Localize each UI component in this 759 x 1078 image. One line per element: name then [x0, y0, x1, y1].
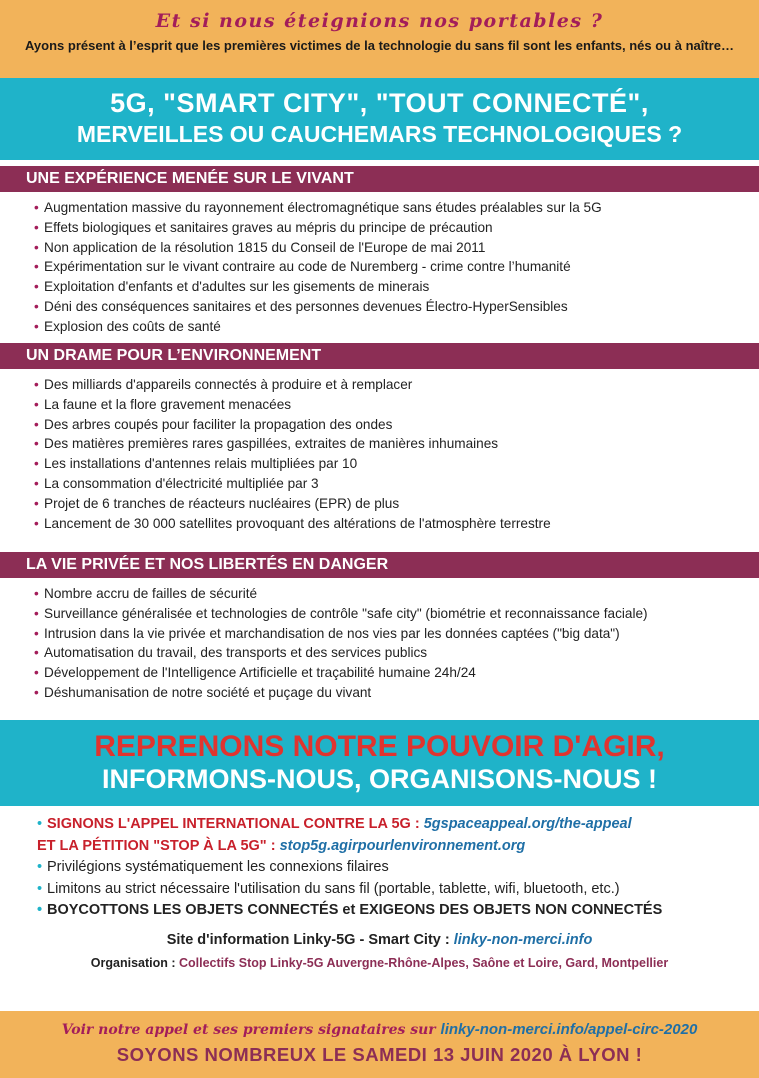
list-item: • La consommation d'électricité multipliée par 3 — [44, 474, 759, 494]
call-line-2: INFORMONS-NOUS, ORGANISONS-NOUS ! — [101, 764, 657, 794]
section-title-privacy: LA VIE PRIVÉE ET NOS LIBERTÉS EN DANGER — [0, 552, 759, 578]
call-to-action-banner — [0, 720, 759, 806]
list-item: • Déni des conséquences sanitaires et des personnes devenues Électro-HyperSensibles — [44, 297, 759, 317]
action-appeal — [47, 814, 759, 836]
footer-banner — [0, 1011, 759, 1078]
list-item: • Des milliards d'appareils connectés à produire et à remplacer — [44, 375, 759, 395]
section-list-environment — [0, 369, 759, 552]
list-item: • Explosion des coûts de santé — [44, 317, 759, 337]
action-item: • Limitons au strict nécessaire l'utilisation du sans fil (portable, tablette, wifi, bluetooth, etc.) — [47, 879, 759, 901]
header-subtitle: Ayons présent à l’esprit que les premières victimes de la technologie du sans fil sont les enfants, nés ou à naître… — [25, 38, 734, 53]
action-item: • Privilégions systématiquement les connexions filaires — [47, 857, 759, 879]
list-item: • Nombre accru de failles de sécurité — [44, 584, 759, 604]
list-item: • Lancement de 30 000 satellites provoquant des altérations de l'atmosphère terrestre — [44, 514, 759, 534]
appeal-link[interactable]: 5gspaceappeal.org/the-appeal — [423, 816, 632, 832]
organisation-label: Organisation : — [90, 955, 179, 970]
list-item: • La faune et la flore gravement menacées — [44, 395, 759, 415]
list-item: • Des matières premières rares gaspillées, extraites de manières inhumaines — [44, 434, 759, 454]
list-item: • Les installations d'antennes relais multipliées par 10 — [44, 454, 759, 474]
hero-line-2: MERVEILLES OU CAUCHEMARS TECHNOLOGIQUES ? — [76, 121, 683, 147]
header-banner — [0, 0, 759, 78]
info-label: Site d'information Linky-5G - Smart City : — [166, 931, 454, 948]
action-item: • BOYCOTTONS LES OBJETS CONNECTÉS et EXIGEONS DES OBJETS NON CONNECTÉS — [47, 900, 759, 922]
section-list-privacy — [0, 578, 759, 720]
list-item: • Non application de la résolution 1815 du Conseil de l'Europe de mai 2011 — [44, 238, 759, 258]
list-item: • Des arbres coupés pour faciliter la propagation des ondes — [44, 415, 759, 435]
actions-list — [0, 806, 759, 922]
list-item: • Expérimentation sur le vivant contraire au code de Nuremberg - crime contre l’humanité — [44, 257, 759, 277]
footer-line-1 — [0, 1011, 759, 1038]
section-list-experience — [0, 192, 759, 343]
petition-text: ET LA PÉTITION "STOP À LA 5G" : — [37, 837, 280, 854]
petition-link[interactable]: stop5g.agirpourlenvironnement.org — [279, 837, 526, 854]
list-item: • Automatisation du travail, des transports et des services publics — [44, 643, 759, 663]
list-item: • Déshumanisation de notre société et puçage du vivant — [44, 683, 759, 703]
call-line-1: REPRENONS NOTRE POUVOIR D'AGIR, — [94, 730, 665, 763]
organisation-line — [0, 956, 759, 970]
section-title-environment: UN DRAME POUR L’ENVIRONNEMENT — [0, 343, 759, 369]
list-item: • Surveillance généralisée et technologies de contrôle "safe city" (biométrie et reconnaissance faciale) — [44, 604, 759, 624]
list-item: • Effets biologiques et sanitaires graves au mépris du principe de précaution — [44, 218, 759, 238]
list-item: • Intrusion dans la vie privée et marchandisation de nos vies par les données captées ("big data") — [44, 624, 759, 644]
section-title-experience: UNE EXPÉRIENCE MENÉE SUR LE VIVANT — [0, 166, 759, 192]
footer-link[interactable]: linky-non-merci.info/appel-circ-2020 — [440, 1021, 698, 1038]
info-link[interactable]: linky-non-merci.info — [453, 931, 593, 948]
list-item: • Développement de l'Intelligence Artificielle et traçabilité humaine 24h/24 — [44, 663, 759, 683]
action-petition — [37, 836, 759, 858]
info-line — [0, 932, 759, 948]
organisation-value: Collectifs Stop Linky-5G Auvergne-Rhône-Alpes, Saône et Loire, Gard, Montpellier — [179, 955, 669, 970]
footer-prefix: Voir notre appel et ses premiers signataires sur — [61, 1022, 441, 1038]
footer-event: SOYONS NOMBREUX LE SAMEDI 13 JUIN 2020 À LYON ! — [116, 1044, 643, 1065]
list-item: • Augmentation massive du rayonnement électromagnétique sans études préalables sur la 5G — [44, 198, 759, 218]
list-item: • Projet de 6 tranches de réacteurs nucléaires (EPR) de plus — [44, 494, 759, 514]
appeal-text: SIGNONS L'APPEL INTERNATIONAL CONTRE LA 5G : — [47, 816, 424, 832]
hero-line-1: 5G, "SMART CITY", "TOUT CONNECTÉ", — [110, 88, 649, 118]
hero-banner — [0, 78, 759, 160]
header-title: Et si nous éteignions nos portables ? — [155, 10, 604, 32]
list-item: • Exploitation d'enfants et d'adultes sur les gisements de minerais — [44, 277, 759, 297]
